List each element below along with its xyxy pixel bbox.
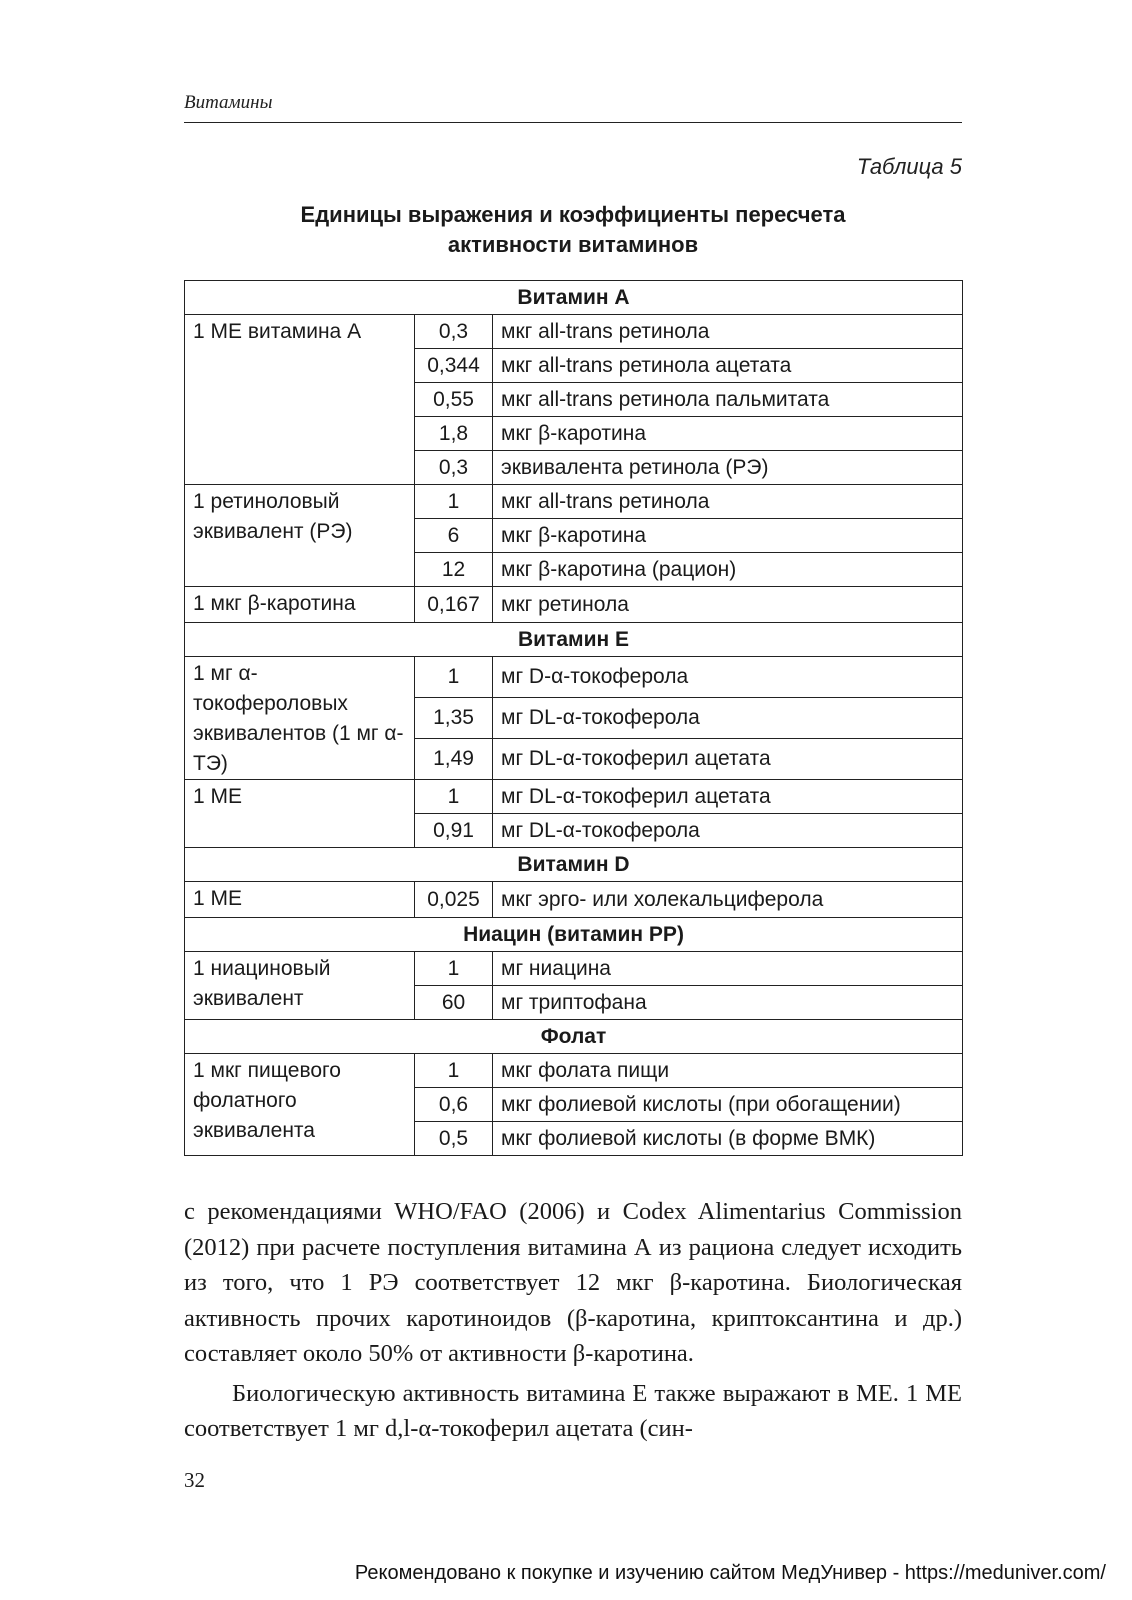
equivalent-cell: мг DL-α-токоферола (493, 698, 963, 739)
equivalent-cell: мг DL-α-токоферил ацетата (493, 780, 963, 814)
coefficient-cell: 60 (415, 986, 493, 1020)
equivalent-cell: мкг фолиевой кислоты (при обогащении) (493, 1088, 963, 1122)
unit-label-cell: 1 МЕ витамина А (185, 315, 415, 485)
section-title: Ниацин (витамин РР) (185, 918, 963, 952)
coefficient-cell: 0,6 (415, 1088, 493, 1122)
table-row (185, 952, 963, 986)
coefficient-cell: 6 (415, 519, 493, 553)
section-title: Фолат (185, 1020, 963, 1054)
table-row (185, 1054, 963, 1088)
coefficient-cell: 12 (415, 553, 493, 587)
table-row (185, 882, 963, 918)
table-row (185, 485, 963, 519)
unit-label-cell: 1 ниациновый эквивалент (185, 952, 415, 1020)
coefficient-cell: 1 (415, 952, 493, 986)
unit-label-cell: 1 МЕ (185, 882, 415, 918)
running-head: Витамины (184, 92, 273, 113)
unit-label-cell: 1 МЕ (185, 780, 415, 848)
equivalent-cell: мкг фолиевой кислоты (в форме ВМК) (493, 1122, 963, 1156)
table-section-row (185, 1020, 963, 1054)
vitamin-conversion-table (184, 280, 963, 1156)
body-text (184, 1194, 962, 1447)
table-title-line: активности витаминов (447, 232, 699, 257)
equivalent-cell: мкг all-trans ретинола ацетата (493, 349, 963, 383)
coefficient-cell: 1,35 (415, 698, 493, 739)
equivalent-cell: мг D-α-токоферола (493, 657, 963, 698)
equivalent-cell: мкг фолата пищи (493, 1054, 963, 1088)
table-row (185, 657, 963, 698)
coefficient-cell: 0,55 (415, 383, 493, 417)
table-section-row (185, 623, 963, 657)
equivalent-cell: мкг all-trans ретинола (493, 315, 963, 349)
body-paragraph: Биологическую активность витамина Е также выражают в МЕ. 1 МЕ соответствует 1 мг d,l-α-токоферил ацетата (син- (184, 1379, 962, 1442)
coefficient-cell: 0,3 (415, 451, 493, 485)
coefficient-cell: 1 (415, 1054, 493, 1088)
coefficient-cell: 0,5 (415, 1122, 493, 1156)
coefficient-cell: 1,49 (415, 739, 493, 780)
equivalent-cell: мкг ретинола (493, 587, 963, 623)
equivalent-cell: мкг β-каротина (рацион) (493, 553, 963, 587)
table-title (184, 200, 962, 260)
section-title: Витамин D (185, 848, 963, 882)
body-paragraph: с рекомендациями WHO/FAO (2006) и Codex Alimentarius Commission (2012) при расчете поступления витамина А из рациона следует исходить из того, что 1 РЭ соответствует 12 мкг β-каротина. Биологическая активность прочих каротиноидов (β-каротина, криптоксантина и др.) составляет около 50% от активности β-каротина. (184, 1198, 962, 1367)
equivalent-cell: эквивалента ретинола (РЭ) (493, 451, 963, 485)
page-number: 32 (184, 1468, 205, 1492)
table-row (185, 315, 963, 349)
table-number: Таблица 5 (856, 154, 962, 179)
unit-label-cell: 1 мг α-токофероловых эквивалентов (1 мг α-ТЭ) (185, 657, 415, 780)
equivalent-cell: мкг all-trans ретинола пальмитата (493, 383, 963, 417)
equivalent-cell: мг ниацина (493, 952, 963, 986)
section-title: Витамин А (185, 281, 963, 315)
unit-label-cell: 1 мкг пищевого фолатного эквивалента (185, 1054, 415, 1156)
coefficient-cell: 1 (415, 780, 493, 814)
equivalent-cell: мг триптофана (493, 986, 963, 1020)
coefficient-cell: 1,8 (415, 417, 493, 451)
unit-label-cell: 1 ретиноловый эквивалент (РЭ) (185, 485, 415, 587)
table-row (185, 780, 963, 814)
section-title: Витамин Е (185, 623, 963, 657)
coefficient-cell: 0,167 (415, 587, 493, 623)
equivalent-cell: мкг β-каротина (493, 417, 963, 451)
table-row (185, 587, 963, 623)
equivalent-cell: мкг эрго- или холекальциферола (493, 882, 963, 918)
coefficient-cell: 1 (415, 485, 493, 519)
table-section-row (185, 848, 963, 882)
coefficient-cell: 0,3 (415, 315, 493, 349)
coefficient-cell: 1 (415, 657, 493, 698)
footer-note: Рекомендовано к покупке и изучению сайтом МедУнивер - https://meduniver.com/ (354, 1562, 1106, 1584)
table-section-row (185, 281, 963, 315)
equivalent-cell: мг DL-α-токоферола (493, 814, 963, 848)
header-rule (184, 122, 962, 123)
equivalent-cell: мкг β-каротина (493, 519, 963, 553)
coefficient-cell: 0,91 (415, 814, 493, 848)
equivalent-cell: мг DL-α-токоферил ацетата (493, 739, 963, 780)
coefficient-cell: 0,025 (415, 882, 493, 918)
table-title-line: Единицы выражения и коэффициенты пересчета (300, 202, 846, 227)
table-section-row (185, 918, 963, 952)
equivalent-cell: мкг all-trans ретинола (493, 485, 963, 519)
unit-label-cell: 1 мкг β-каротина (185, 587, 415, 623)
coefficient-cell: 0,344 (415, 349, 493, 383)
